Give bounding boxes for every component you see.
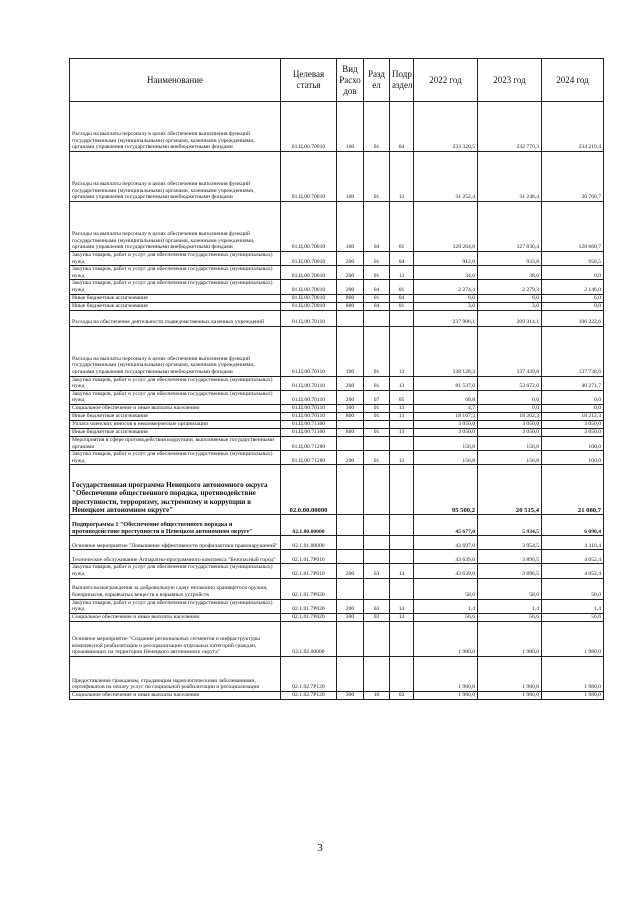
row-kind: 300 [337,404,364,412]
row-2023: 53 672,0 [478,376,542,390]
row-2024: 6 090,4 [542,515,604,536]
row-2024: 3 050,0 [542,428,604,436]
row-kind: 800 [337,302,364,310]
table-row [70,564,604,578]
row-name: Иные бюджетные ассигнования [70,428,281,436]
row-2023: 3 050,0 [478,420,542,428]
row-section: 01 [364,404,390,412]
row-2022: 156,8 [414,436,478,450]
row-2024: 21 080,7 [542,465,604,515]
row-target: 02.1.02.7Р120 [281,691,337,699]
row-subsection: 04 [390,294,414,302]
row-name: Закупка товаров, работ и услуг для обеспечения государственных (муниципальных) нужд [70,599,281,613]
row-section: 01 [364,412,390,420]
row-2023: 0,0 [478,404,542,412]
row-name: Закупка товаров, работ и услуг для обеспечения государственных (муниципальных) нужд [70,451,281,465]
row-kind: 200 [337,451,364,465]
row-2023: 3 896,5 [478,550,542,564]
row-target: 01.Ц.00.70010 [281,202,337,252]
row-2022: 58,0 [414,578,478,599]
row-2022: 1 980,0 [414,656,478,691]
header-target: Целевая статья [281,59,337,102]
row-subsection: 14 [390,599,414,613]
row-2023: 58,0 [478,578,542,599]
row-section [364,656,390,691]
row-subsection: 13 [390,326,414,376]
row-subsection: 05 [390,390,414,404]
row-target: 02.1.01.7Р020 [281,599,337,613]
table-row [70,326,604,376]
table-row [70,515,604,536]
row-2023: 137 439,8 [478,326,542,376]
row-2024: 137 738,6 [542,326,604,376]
row-section [364,515,390,536]
row-name: Закупка товаров, работ и услуг для обеспечения государственных (муниципальных) нужд [70,564,281,578]
row-2023: 127 830,4 [478,202,542,252]
row-target: 02.0.00.00000 [281,465,337,515]
row-target: 02.1.02.7Р120 [281,656,337,691]
row-section [364,621,390,656]
row-subsection [390,436,414,450]
row-2023: 56,6 [478,613,542,621]
row-kind: 200 [337,252,364,266]
row-target: 02.1.01.7Р010 [281,564,337,578]
row-subsection: 04 [390,102,414,152]
row-subsection: 01 [390,302,414,310]
row-name: Иные бюджетные ассигнования [70,302,281,310]
row-2024: 2 146,0 [542,280,604,294]
row-2022: 43 639,0 [414,550,478,564]
table-row [70,390,604,404]
table-body [70,102,604,700]
row-subsection: 13 [390,266,414,280]
row-name: Иные бюджетные ассигнования [70,294,281,302]
row-subsection: 01 [390,202,414,252]
row-2024: 0,0 [542,390,604,404]
row-section: 04 [364,280,390,294]
table-row [70,294,604,302]
row-subsection: 13 [390,412,414,420]
row-2022: 912,0 [414,252,478,266]
row-section: 01 [364,102,390,152]
row-target: 01.Ц.00.70010 [281,252,337,266]
row-name: Закупка товаров, работ и услуг для обеспечения государственных (муниципальных) нужд [70,266,281,280]
row-2023: 38,0 [478,266,542,280]
row-name: Основное мероприятие "Повышение эффективности профилактики правонарушений" [70,536,281,550]
header-kind: Вид Расхо дов [337,59,364,102]
row-2023: 1 980,0 [478,691,542,699]
row-2022: 6,0 [414,294,478,302]
row-name: Социальное обеспечение и иные выплаты населению [70,691,281,699]
row-2024: 18 212,3 [542,412,604,420]
table-row [70,599,604,613]
row-subsection [390,515,414,536]
row-2022: 31 252,4 [414,152,478,202]
row-kind: 100 [337,102,364,152]
row-2023: 5 934,5 [478,515,542,536]
row-subsection: 13 [390,404,414,412]
table-row [70,621,604,656]
row-section: 03 [364,564,390,578]
row-target: 01.Ц.00.70010 [281,102,337,152]
row-name: Закупка товаров, работ и услуг для обеспечения государственных (муниципальных) нужд [70,280,281,294]
row-subsection: 13 [390,451,414,465]
row-kind [337,550,364,564]
row-section: 01 [364,326,390,376]
row-2023: 3 954,5 [478,536,542,550]
table-row [70,428,604,436]
row-2022: 233 320,5 [414,102,478,152]
table-row [70,266,604,280]
row-subsection: 14 [390,613,414,621]
row-kind: 800 [337,412,364,420]
row-kind: 300 [337,613,364,621]
row-section: 07 [364,390,390,404]
row-2024: 100,0 [542,436,604,450]
row-subsection [390,578,414,599]
row-2022: 156,8 [414,451,478,465]
row-target: 02.1.00.00000 [281,515,337,536]
table-row [70,465,604,515]
row-section: 01 [364,252,390,266]
row-kind: 100 [337,152,364,202]
row-subsection: 13 [390,428,414,436]
row-name: Иные бюджетные ассигнования [70,412,281,420]
row-2024: 30 760,7 [542,152,604,202]
table-row [70,302,604,310]
row-section [364,436,390,450]
row-kind [337,310,364,326]
row-2023: 3,0 [478,302,542,310]
row-target: 01.Ц.00.71160 [281,428,337,436]
header-2023: 2023 год [478,59,542,102]
row-2022: 95 500,2 [414,465,478,515]
row-2024: 956,5 [542,252,604,266]
row-subsection [390,465,414,515]
row-2022: 138 128,3 [414,326,478,376]
row-target: 01.Ц.00.70110 [281,310,337,326]
row-target: 01.Ц.00.70110 [281,404,337,412]
row-section: 04 [364,302,390,310]
row-section: 01 [364,294,390,302]
row-kind: 200 [337,390,364,404]
row-name: Расходы на выплаты персоналу в целях обеспечения выполнения функций государственными (муниципальными) органами, казенными учреждениями, органами управления государственными внебюджетными фондами [70,152,281,202]
row-name: Мероприятия в сфере противодействия коррупции, выполняемые государственными органами [70,436,281,450]
row-subsection [390,310,414,326]
row-target: 02.1.01.7Р020 [281,613,337,621]
table-row [70,578,604,599]
table-row [70,436,604,450]
row-kind: 200 [337,280,364,294]
row-section [364,465,390,515]
row-target: 01.Ц.00.70010 [281,152,337,202]
row-2023: 18 202,3 [478,412,542,420]
row-2024: 0,0 [542,302,604,310]
header-section: Разд ел [364,59,390,102]
row-2022: 81 537,0 [414,376,478,390]
row-2023: 2 279,3 [478,280,542,294]
table-row [70,613,604,621]
row-2023: 0,0 [478,390,542,404]
row-kind [337,621,364,656]
table-row [70,310,604,326]
row-target: 01.Ц.00.70010 [281,294,337,302]
row-2024: 234 219,4 [542,102,604,152]
row-2023: 1,4 [478,599,542,613]
row-subsection: 01 [390,280,414,294]
row-section: 01 [364,266,390,280]
table-row [70,451,604,465]
row-2022: 3 050,0 [414,428,478,436]
row-section: 01 [364,451,390,465]
row-kind [337,578,364,599]
row-2023: 31 248,4 [478,152,542,202]
row-target: 01.Ц.00.70110 [281,412,337,420]
row-2022: 2 274,4 [414,280,478,294]
row-2023: 933,8 [478,252,542,266]
table-row [70,536,604,550]
row-2022: 68,8 [414,390,478,404]
row-name: Техническое обслуживание Аппаратно-программного комплекса "Безопасный город" [70,550,281,564]
row-subsection: 13 [390,152,414,202]
row-kind: 300 [337,691,364,699]
row-kind [337,656,364,691]
row-name: Основное мероприятие "Создание региональных сегментов и инфраструктуры комплексной реабилитации и ресоциализации отдельных категорий граждан, проживающих на территории Ненецкого автономного округа" [70,621,281,656]
table-row [70,280,604,294]
row-2024: 128 660,7 [542,202,604,252]
table-row [70,420,604,428]
row-name: Расходы на выплаты персоналу в целях обеспечения выполнения функций государственными (муниципальными) органами, казенными учреждениями, органами управления государственными внебюджетными фондами [70,202,281,252]
row-2022: 18 167,3 [414,412,478,420]
row-subsection: 02 [390,691,414,699]
row-section: 10 [364,691,390,699]
row-2023: 20 515,4 [478,465,542,515]
row-2024: 4 052,4 [542,550,604,564]
row-2022: 1 980,0 [414,691,478,699]
row-name: Расходы на выплаты персоналу в целях обеспечения выполнения функций государственными (муниципальными) органами, казенными учреждениями, органами управления государственными внебюджетными фондами [70,326,281,376]
row-2024: 40 271,7 [542,376,604,390]
row-kind [337,420,364,428]
row-target: 01.Ц.00.70110 [281,376,337,390]
row-target: 01.Ц.00.71280 [281,451,337,465]
row-2024: 0,0 [542,266,604,280]
row-section [364,550,390,564]
row-target: 01.Ц.00.70010 [281,280,337,294]
row-2024: 196 222,6 [542,310,604,326]
row-subsection: 13 [390,376,414,390]
row-2022: 34,0 [414,266,478,280]
row-target: 01.Ц.00.70010 [281,266,337,280]
row-target: 02.1.01.7Р020 [281,578,337,599]
row-name: Социальное обеспечение и иные выплаты населению [70,613,281,621]
row-name: Выплата вознаграждения за добровольную сдачу незаконно хранящегося оружия, боеприпасов, взрывчатых веществ и взрывных устройств [70,578,281,599]
row-kind [337,515,364,536]
row-subsection [390,550,414,564]
table-row [70,376,604,390]
row-2022: 1 980,0 [414,621,478,656]
row-2023: 156,8 [478,436,542,450]
table-row [70,202,604,252]
row-2024: 56,6 [542,613,604,621]
row-2022: 3,0 [414,302,478,310]
row-kind: 200 [337,376,364,390]
row-subsection: 04 [390,252,414,266]
row-2024: 0,0 [542,404,604,412]
row-subsection: 14 [390,564,414,578]
row-2023: 232 770,3 [478,102,542,152]
row-kind: 200 [337,564,364,578]
row-name: Закупка товаров, работ и услуг для обеспечения государственных (муниципальных) нужд [70,376,281,390]
table-row [70,102,604,152]
row-section: 03 [364,599,390,613]
row-2022: 4,7 [414,404,478,412]
table-row [70,404,604,412]
row-2024: 6,0 [542,294,604,302]
row-kind [337,436,364,450]
row-2023: 1 980,0 [478,656,542,691]
table-row [70,550,604,564]
page-number: 3 [317,842,323,854]
row-2022: 43 697,0 [414,536,478,550]
row-2023: 156,8 [478,451,542,465]
row-subsection [390,536,414,550]
row-section [364,310,390,326]
row-subsection [390,656,414,691]
table-row [70,691,604,699]
header-subsection: Подр аздел [390,59,414,102]
row-name: Расходы на выплаты персоналу в целях обеспечения выполнения функций государственными (муниципальными) органами, казенными учреждениями, органами управления государственными внебюджетными фондами [70,102,281,152]
table-row [70,152,604,202]
row-2024: 3 050,0 [542,420,604,428]
row-2024: 100,0 [542,451,604,465]
row-2022: 129 264,8 [414,202,478,252]
row-subsection [390,621,414,656]
row-target: 01.Ц.00.71160 [281,420,337,428]
table-row [70,412,604,420]
row-kind: 200 [337,599,364,613]
row-name: Закупка товаров, работ и услуг для обеспечения государственных (муниципальных) нужд [70,390,281,404]
row-name: Закупка товаров, работ и услуг для обеспечения государственных (муниципальных) нужд [70,252,281,266]
row-section: 03 [364,613,390,621]
row-section [364,536,390,550]
row-2022: 3 050,0 [414,420,478,428]
table-row [70,656,604,691]
row-name: Подпрограмма 1 "Обеспечение общественного порядка и противодействие преступности в Ненецком автономном округе" [70,515,281,536]
header-row [70,59,604,102]
row-section: 01 [364,152,390,202]
row-section [364,420,390,428]
row-kind: 800 [337,294,364,302]
row-kind [337,465,364,515]
row-2024: 4 052,4 [542,564,604,578]
row-2024: 1 980,0 [542,621,604,656]
row-target: 01.Ц.00.70110 [281,390,337,404]
row-2024: 1 980,0 [542,691,604,699]
row-kind [337,536,364,550]
row-kind: 800 [337,428,364,436]
row-kind: 200 [337,266,364,280]
row-target: 01.Ц.00.70110 [281,326,337,376]
row-section [364,578,390,599]
row-2023: 6,0 [478,294,542,302]
row-2022: 56,6 [414,613,478,621]
row-2024: 4 110,4 [542,536,604,550]
header-2022: 2022 год [414,59,478,102]
header-2024: 2024 год [542,59,604,102]
row-2022: 45 677,0 [414,515,478,536]
row-2022: 43 639,0 [414,564,478,578]
header-name: Наименование [70,59,281,102]
row-2022: 237 906,1 [414,310,478,326]
row-section: 01 [364,376,390,390]
row-2024: 58,0 [542,578,604,599]
budget-table [69,58,604,700]
row-target: 02.1.01.00000 [281,536,337,550]
row-subsection [390,420,414,428]
row-name: Предоставление гражданам, страдающим наркологическими заболеваниями, сертификатов на оплату услуг по социальной реабилитации и ресоциализации [70,656,281,691]
row-2023: 3 050,0 [478,428,542,436]
budget-table-container [69,58,603,700]
row-kind: 100 [337,326,364,376]
row-target: 02.1.02.00000 [281,621,337,656]
row-target: 02.1.01.7Р010 [281,550,337,564]
row-name: Расходы на обеспечение деятельности подведомственных казенных учреждений [70,310,281,326]
row-name: Уплата членских взносов в некоммерческие организации [70,420,281,428]
row-kind: 100 [337,202,364,252]
row-name: Государственная программа Ненецкого автономного округа "Обеспечение общественного порядка, противодействие преступности, терроризму, экстремизму и коррупции в Ненецком автономном округе" [70,465,281,515]
row-target: 01.Ц.00.71280 [281,436,337,450]
row-2023: 3 896,5 [478,564,542,578]
row-section: 01 [364,428,390,436]
table-row [70,252,604,266]
row-2023: 1 980,0 [478,621,542,656]
row-section: 04 [364,202,390,252]
row-2024: 1,4 [542,599,604,613]
row-2022: 1,4 [414,599,478,613]
row-target: 01.Ц.00.70010 [281,302,337,310]
row-name: Социальное обеспечение и иные выплаты населению [70,404,281,412]
row-2024: 1 980,0 [542,656,604,691]
row-2023: 209 314,1 [478,310,542,326]
